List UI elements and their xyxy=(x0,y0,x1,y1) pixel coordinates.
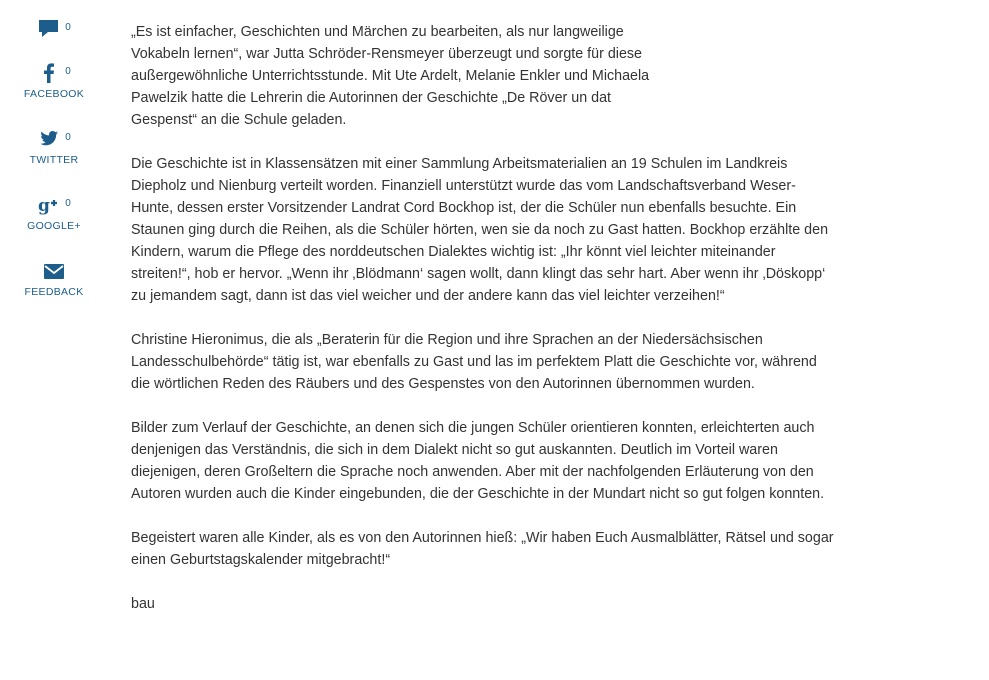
google-plus-icon xyxy=(37,194,61,216)
twitter-row xyxy=(0,127,108,151)
google-plus-count: 0 xyxy=(65,197,71,209)
twitter-share-button[interactable] xyxy=(0,127,108,166)
article-paragraph: Christine Hieronimus, die als „Beraterin für die Region und ihre Sprachen an der Niedersächsischen Landesschulbehörde“ tätig ist, war ebenfalls zu Gast und las im perfektem Platt die Geschichte vor, während die wörtlichen Reden des Räubers und des Gespenstes von den Autorinnen übernommen wurden. xyxy=(131,332,817,392)
twitter-label: TWITTER xyxy=(29,154,79,166)
svg-text:g: g xyxy=(38,196,51,216)
comment-icon xyxy=(37,18,61,40)
feedback-button[interactable] xyxy=(0,259,108,298)
facebook-label: FACEBOOK xyxy=(23,88,85,100)
facebook-count: 0 xyxy=(65,65,71,77)
feedback-label: FEEDBACK xyxy=(24,286,84,298)
google-plus-share-button[interactable] xyxy=(0,193,108,232)
feedback-row xyxy=(0,259,108,283)
google-plus-row xyxy=(0,193,108,217)
article-paragraph: „Es ist einfacher, Geschichten und Märchen zu bearbeiten, als nur langweilige Vokabeln lernen“, war Jutta Schröder-Rensmeyer überzeugt und sorgte für diese außergewöhnliche Unterrichtsstunde. Mit Ute Ardelt, Melanie Enkler und Michaela Pawelzik hatte die Lehrerin die Autorinnen der Geschichte „De Röver un dat Gespenst“ an die Schule geladen. xyxy=(131,24,650,128)
facebook-icon xyxy=(37,62,61,84)
google-plus-label: GOOGLE+ xyxy=(27,220,81,232)
comments-row xyxy=(0,17,108,41)
twitter-icon xyxy=(37,128,61,150)
facebook-row xyxy=(0,61,108,85)
author-tag: bau xyxy=(131,596,155,612)
facebook-share-button[interactable] xyxy=(0,61,108,100)
article-paragraph: Bilder zum Verlauf der Geschichte, an denen sich die jungen Schüler orientieren konnten, erleichterten auch denjenigen das Verständnis, die sich in dem Dialekt nicht so gut auskannten. Deutlich im Vorteil waren diejenigen, deren Großeltern die Sprache noch anwenden. Aber mit der nachfolgenden Erläuterung von den Autoren wurden auch die Kinder eingebunden, die der Geschichte in der Mundart nicht so gut folgen konnten. xyxy=(131,420,825,502)
envelope-icon xyxy=(42,260,66,282)
article-body xyxy=(131,21,836,637)
twitter-count: 0 xyxy=(65,131,71,143)
article-paragraph: Die Geschichte ist in Klassensätzen mit einer Sammlung Arbeitsmaterialien an 19 Schulen im Landkreis Diepholz und Nienburg verteilt worden. Finanziell unterstützt wurde das vom Landschaftsverband Weser-Hunte, dessen erster Vorsitzender Landrat Cord Bockhop ist, der die Schüler nun ebenfalls besuchte. Ein Staunen ging durch die Reihen, als die Schüler hörten, wen sie da noch zu Gast hatten. Bockhop erzählte den Kindern, warum die Pflege des norddeutschen Dialektes wichtig ist: „Ihr könnt viel leichter miteinander streiten!“, hob er hervor. „Wenn ihr ‚Blödmann‘ sagen wollt, dann klingt das sehr hart. Aber wenn ihr ‚Döskopp‘ zu jemandem sagt, dann ist das viel weicher und der andere kann das viel leichter verzeihen!“ xyxy=(131,156,829,304)
comments-count: 0 xyxy=(65,21,71,33)
article-paragraph: Begeistert waren alle Kinder, als es von den Autorinnen hieß: „Wir haben Euch Ausmalblätter, Rätsel und sogar einen Geburtstagskalender mitgebracht!“ xyxy=(131,530,834,568)
comments-button[interactable] xyxy=(0,17,108,41)
